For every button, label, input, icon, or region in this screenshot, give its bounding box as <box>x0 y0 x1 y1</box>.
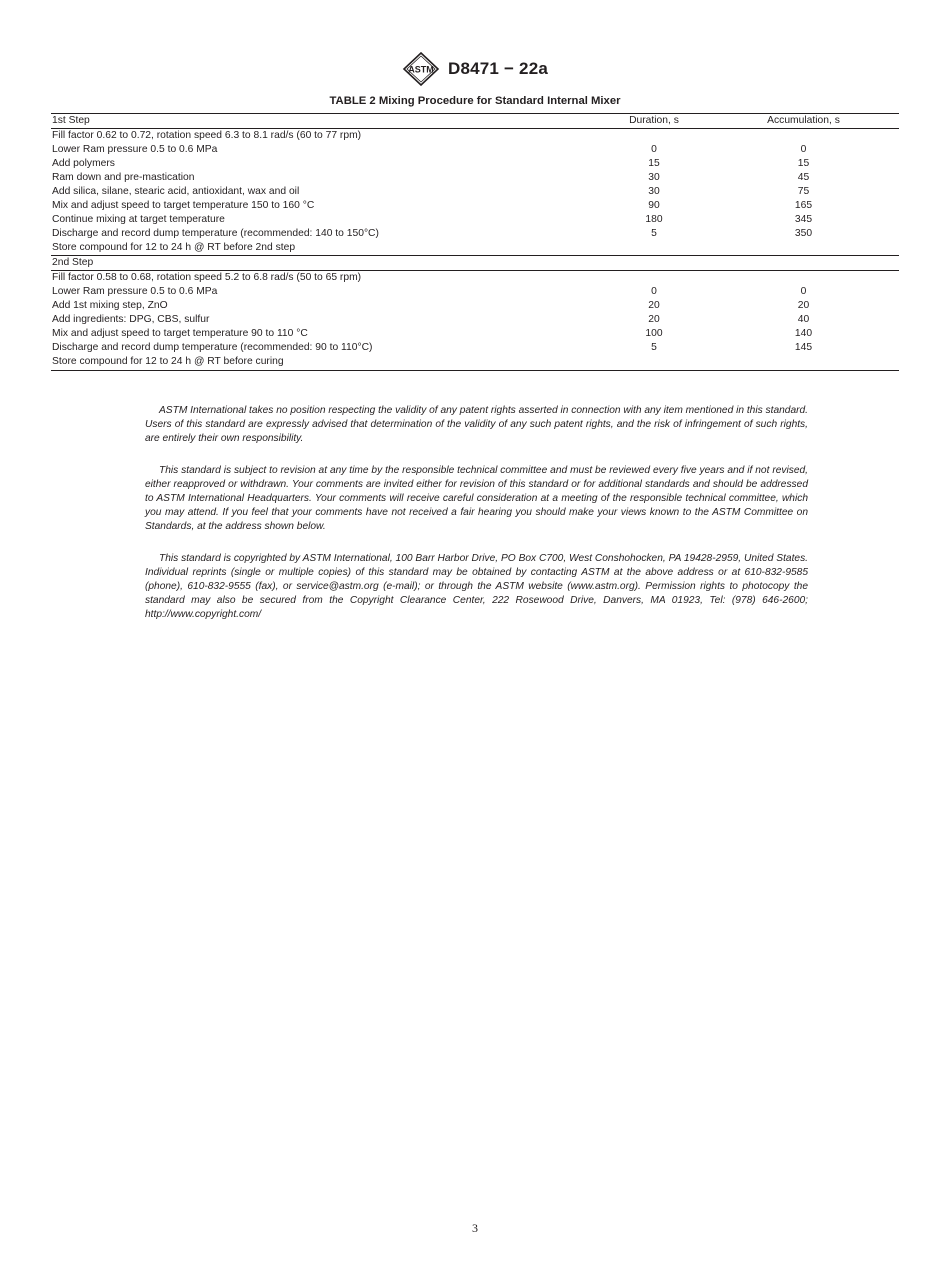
accumulation-cell: 40 <box>797 314 810 325</box>
table-row <box>51 199 899 213</box>
accumulation-cell: 0 <box>800 286 807 297</box>
duration-cell <box>600 355 708 371</box>
table-row <box>51 313 899 327</box>
accumulation-cell <box>708 355 899 371</box>
accumulation-cell: 20 <box>797 300 810 311</box>
step-description: Add silica, silane, stearic acid, antioxidant, wax and oil <box>52 186 300 197</box>
step-description: Store compound for 12 to 24 h @ RT before curing <box>51 355 600 371</box>
step-description: Add 1st mixing step, ZnO <box>52 300 168 311</box>
duration-cell: 20 <box>648 300 660 311</box>
step-description: Mix and adjust speed to target temperature 90 to 110 °C <box>52 328 308 339</box>
accumulation-cell: 145 <box>794 342 813 353</box>
duration-cell: 30 <box>648 186 660 197</box>
logo-text: ASTM <box>408 64 434 75</box>
accumulation-cell: 345 <box>794 214 813 225</box>
step-description: Lower Ram pressure 0.5 to 0.6 MPa <box>52 144 218 155</box>
step-description: Fill factor 0.58 to 0.68, rotation speed 5.2 to 6.8 rad/s (50 to 65 rpm) <box>52 272 362 283</box>
accumulation-cell <box>708 271 899 286</box>
accumulation-cell: 15 <box>797 158 810 169</box>
duration-cell: 5 <box>651 342 657 353</box>
table-title: TABLE 2 Mixing Procedure for Standard Internal Mixer <box>329 95 621 107</box>
table-row <box>51 271 899 286</box>
table-row <box>51 299 899 313</box>
table-row <box>51 327 899 341</box>
designation: D8471 − 22a <box>447 59 549 78</box>
duration-cell <box>600 241 708 256</box>
accumulation-cell: 140 <box>794 328 813 339</box>
column-header-step: 1st Step <box>51 114 600 129</box>
duration-cell: 90 <box>648 200 660 211</box>
duration-cell: 0 <box>651 144 657 155</box>
accumulation-cell <box>708 241 899 256</box>
table-row <box>51 157 899 171</box>
step-description: Lower Ram pressure 0.5 to 0.6 MPa <box>52 286 218 297</box>
duration-cell: 180 <box>645 214 663 225</box>
step-description: Add ingredients: DPG, CBS, sulfur <box>52 314 210 325</box>
step-description: Fill factor 0.62 to 0.72, rotation speed 6.3 to 8.1 rad/s (60 to 77 rpm) <box>52 130 362 141</box>
table-row <box>51 171 899 185</box>
accumulation-cell: 350 <box>794 228 813 239</box>
accumulation-cell <box>708 129 899 144</box>
table-row <box>51 213 899 227</box>
step-description: Continue mixing at target temperature <box>52 214 225 225</box>
table-header-row <box>51 114 899 129</box>
copyright-notice: This standard is copyrighted by ASTM International, 100 Barr Harbor Drive, PO Box C700, West Conshohocken, PA 19428-2959, United States. Individual reprints (single or multiple copies) of this standard may be obtained by contacting ASTM at the above address or at 610-832-9585 (phone), 610-832-9555 (fax), or service@astm.org (e-mail); or through the ASTM website (www.astm.org). Permission rights to photocopy the standard may also be secured from the Copyright Clearance Center, 222 Rosewood Drive, Danvers, MA 01923, Tel: (978) 646-2600; http://www.copyright.com/ <box>145 553 808 620</box>
duration-cell: 100 <box>645 328 663 339</box>
accumulation-cell: 165 <box>794 200 813 211</box>
accumulation-cell: 0 <box>800 144 807 155</box>
page-header <box>0 52 950 86</box>
table-row <box>51 341 899 355</box>
astm-logo-icon <box>402 52 440 86</box>
duration-cell: 0 <box>651 286 657 297</box>
second-step-header-row <box>51 256 899 271</box>
table-row <box>51 129 899 144</box>
accumulation-cell: 45 <box>797 172 810 183</box>
table-row <box>51 227 899 241</box>
step-description: Add polymers <box>52 158 115 169</box>
page-number: 3 <box>472 1221 478 1235</box>
table-row <box>51 285 899 299</box>
step-description: Store compound for 12 to 24 h @ RT before 2nd step <box>52 242 296 253</box>
step-description: Mix and adjust speed to target temperature 150 to 160 °C <box>52 200 315 211</box>
revision-notice: This standard is subject to revision at any time by the responsible technical committee and must be reviewed every five years and if not revised, either reapproved or withdrawn. Your comments are invited either for revision of this standard or for additional standards and should be addressed to ASTM International Headquarters. Your comments will receive careful consideration at a meeting of the responsible technical committee, which you may attend. If you feel that your comments have not received a fair hearing you should make your views known to the ASTM Committee on Standards, at the address shown below. <box>145 465 808 532</box>
duration-cell <box>600 129 708 144</box>
duration-cell <box>600 271 708 286</box>
column-header-accumulation: Accumulation, s <box>708 114 899 129</box>
column-header-duration: Duration, s <box>600 114 708 129</box>
mixing-procedure-table <box>51 113 899 371</box>
table-row <box>51 185 899 199</box>
step-description: Discharge and record dump temperature (recommended: 90 to 110°C) <box>52 342 373 353</box>
step-description: Ram down and pre-mastication <box>52 172 195 183</box>
duration-cell: 15 <box>648 158 660 169</box>
table-row <box>51 355 899 371</box>
second-step-label: 2nd Step <box>51 256 600 271</box>
duration-cell: 30 <box>648 172 660 183</box>
table-row <box>51 241 899 256</box>
duration-cell: 20 <box>648 314 660 325</box>
accumulation-cell: 75 <box>797 186 810 197</box>
table-row <box>51 143 899 157</box>
duration-cell: 5 <box>651 228 657 239</box>
standard-notes <box>145 404 808 640</box>
patent-notice: ASTM International takes no position respecting the validity of any patent rights asserted in connection with any item mentioned in this standard. Users of this standard are expressly advised that determination of the validity of any such patent rights, and the risk of infringement of such rights, are entirely their own responsibility. <box>145 405 808 444</box>
step-description: Discharge and record dump temperature (recommended: 140 to 150°C) <box>52 228 379 239</box>
